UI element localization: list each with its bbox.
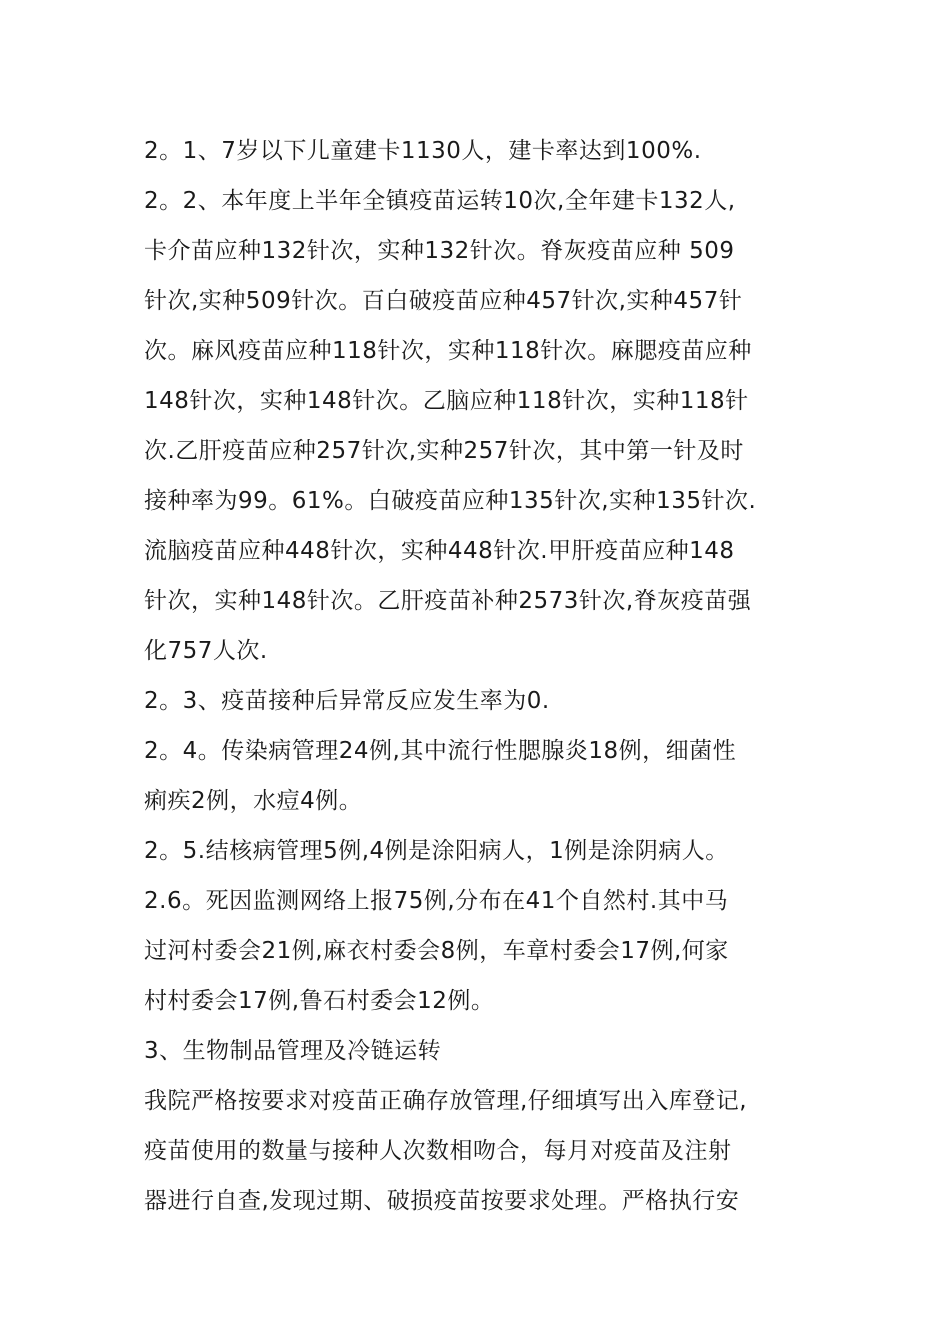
text-line: 148针次，实种148针次。乙脑应种118针次，实种118针 bbox=[144, 388, 749, 414]
text-line: 我院严格按要求对疫苗正确存放管理,仔细填写出入库登记, bbox=[144, 1088, 748, 1114]
text-line: 2。3、疫苗接种后异常反应发生率为0. bbox=[144, 688, 550, 714]
text-line: 痢疾2例，水痘4例。 bbox=[144, 788, 363, 814]
text-line: 器进行自查,发现过期、破损疫苗按要求处理。严格执行安 bbox=[144, 1188, 740, 1214]
section-heading: 3、生物制品管理及冷链运转 bbox=[144, 1038, 442, 1064]
text-line: 化757人次. bbox=[144, 638, 268, 664]
text-line: 次.乙肝疫苗应种257针次,实种257针次，其中第一针及时 bbox=[144, 438, 744, 464]
text-line: 2。1、7岁以下儿童建卡1130人，建卡率达到100%. bbox=[144, 138, 702, 164]
text-line: 过河村委会21例,麻衣村委会8例，车章村委会17例,何家 bbox=[144, 938, 729, 964]
text-line: 流脑疫苗应种448针次，实种448针次.甲肝疫苗应种148 bbox=[144, 538, 735, 564]
text-line: 针次,实种509针次。百白破疫苗应种457针次,实种457针 bbox=[144, 288, 743, 314]
text-line: 2。4。传染病管理24例,其中流行性腮腺炎18例，细菌性 bbox=[144, 738, 737, 764]
text-line: 2。2、本年度上半年全镇疫苗运转10次,全年建卡132人, bbox=[144, 188, 736, 214]
text-line: 村村委会17例,鲁石村委会12例。 bbox=[144, 988, 495, 1014]
text-line: 2。5.结核病管理5例,4例是涂阳病人，1例是涂阴病人。 bbox=[144, 838, 729, 864]
document-body bbox=[144, 126, 816, 1226]
text-line: 针次，实种148针次。乙肝疫苗补种2573针次,脊灰疫苗强 bbox=[144, 588, 752, 614]
text-line: 卡介苗应种132针次，实种132针次。脊灰疫苗应种 509 bbox=[144, 238, 735, 264]
text-line: 疫苗使用的数量与接种人次数相吻合，每月对疫苗及注射 bbox=[144, 1138, 732, 1164]
text-line: 次。麻风疫苗应种118针次，实种118针次。麻腮疫苗应种 bbox=[144, 338, 752, 364]
text-line: 2.6。死因监测网络上报75例,分布在41个自然村.其中马 bbox=[144, 888, 729, 914]
text-line: 接种率为99。61%。白破疫苗应种135针次,实种135针次. bbox=[144, 488, 757, 514]
